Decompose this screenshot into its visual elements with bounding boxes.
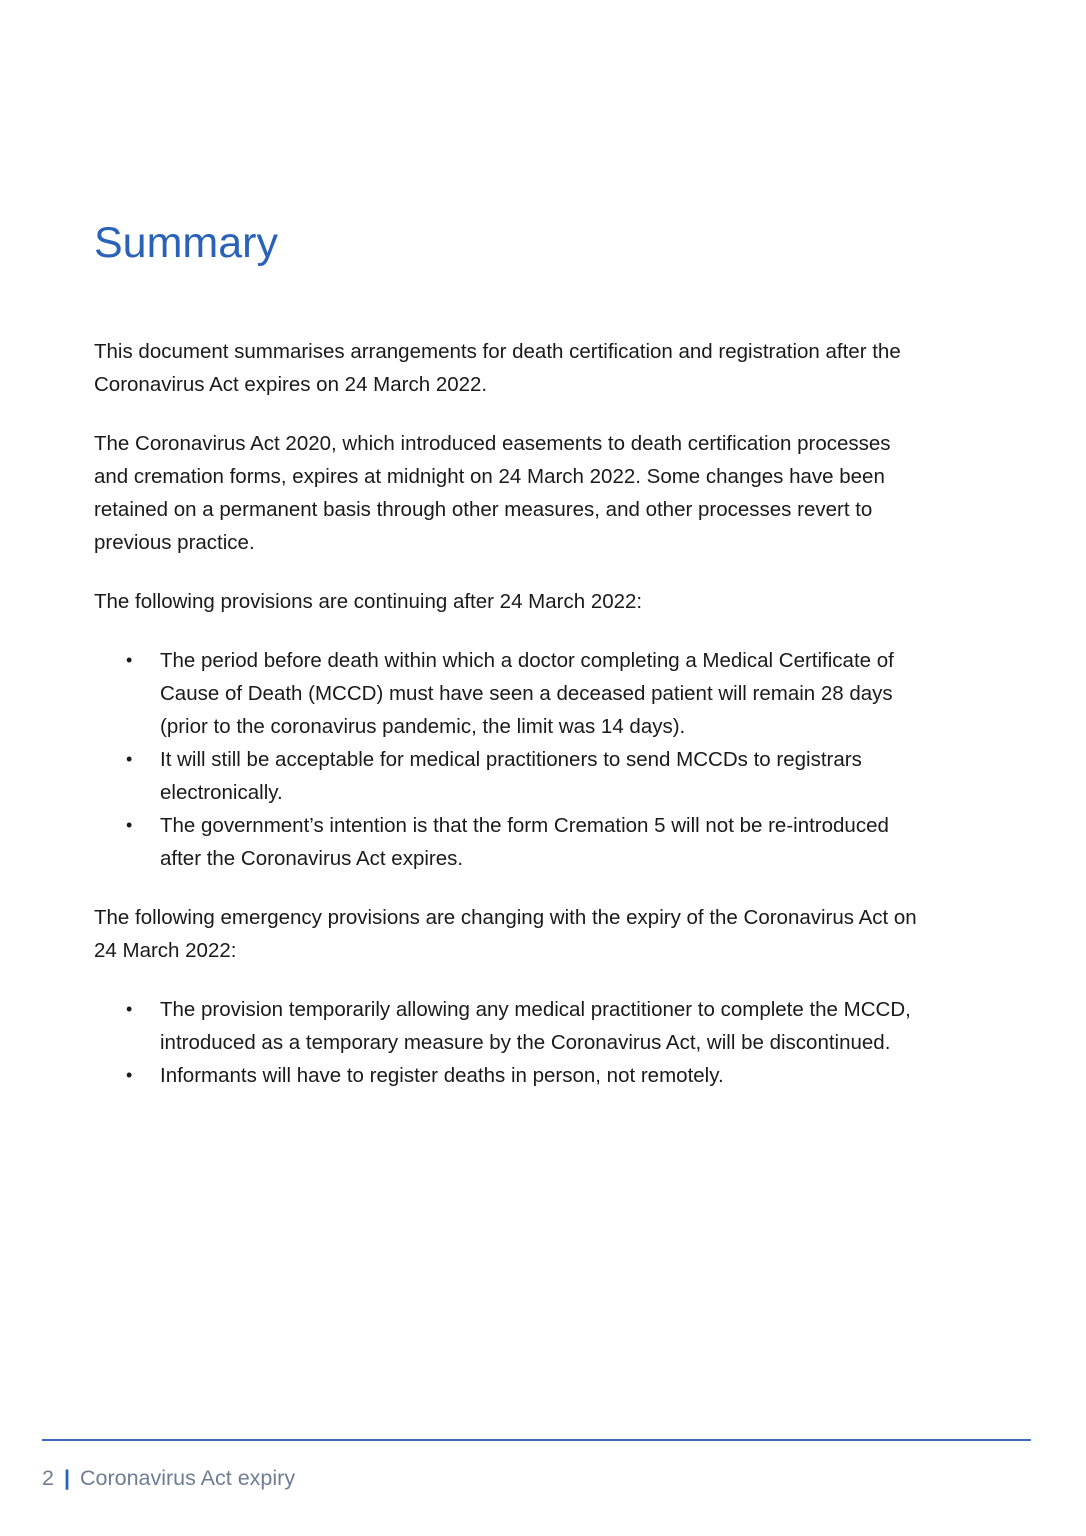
page-heading: Summary xyxy=(94,219,278,267)
list-item xyxy=(126,1059,924,1092)
footer-separator: | xyxy=(63,1466,70,1490)
footer-document-title: Coronavirus Act expiry xyxy=(79,1466,296,1490)
footer-divider xyxy=(42,1439,1031,1441)
list-item xyxy=(126,743,924,809)
act-paragraph: The Coronavirus Act 2020, which introduced easements to death certification processes and cremation forms, expires at midnight on 24 March 2022. Some changes have been retained on a permanent basis through other measures, and other processes revert to previous practice. xyxy=(94,432,891,554)
list-item-text: Informants will have to register deaths in person, not remotely. xyxy=(160,1064,724,1087)
list-item-text: The government’s intention is that the form Cremation 5 will not be re-introduced after the Coronavirus Act expires. xyxy=(160,814,889,870)
list-item-text: The provision temporarily allowing any medical practitioner to complete the MCCD, introduced as a temporary measure by the Coronavirus Act, will be discontinued. xyxy=(160,998,911,1054)
list-item-text: It will still be acceptable for medical practitioners to send MCCDs to registrars electronically. xyxy=(160,748,862,804)
page-number: 2 xyxy=(42,1466,54,1490)
list-item xyxy=(126,809,924,875)
list-item xyxy=(126,644,924,743)
bullet-icon: • xyxy=(126,1065,133,1085)
bullet-icon: • xyxy=(126,815,133,835)
document-body xyxy=(94,335,924,1118)
bullet-icon: • xyxy=(126,999,133,1019)
list-item xyxy=(126,993,924,1059)
intro-paragraph: This document summarises arrangements for death certification and registration after the Coronavirus Act expires on 24 March 2022. xyxy=(94,340,901,396)
continuing-intro-paragraph: The following provisions are continuing after 24 March 2022: xyxy=(94,590,643,613)
continuing-provisions-list xyxy=(94,644,924,875)
changing-provisions-list xyxy=(94,993,924,1092)
page-footer xyxy=(42,1466,295,1491)
bullet-icon: • xyxy=(126,749,133,769)
changing-intro-paragraph: The following emergency provisions are changing with the expiry of the Coronavirus Act on 24 March 2022: xyxy=(94,906,917,962)
bullet-icon: • xyxy=(126,650,133,670)
list-item-text: The period before death within which a doctor completing a Medical Certificate of Cause of Death (MCCD) must have seen a deceased patient will remain 28 days (prior to the coronavirus pandemic, the limit was 14 days). xyxy=(160,649,894,738)
